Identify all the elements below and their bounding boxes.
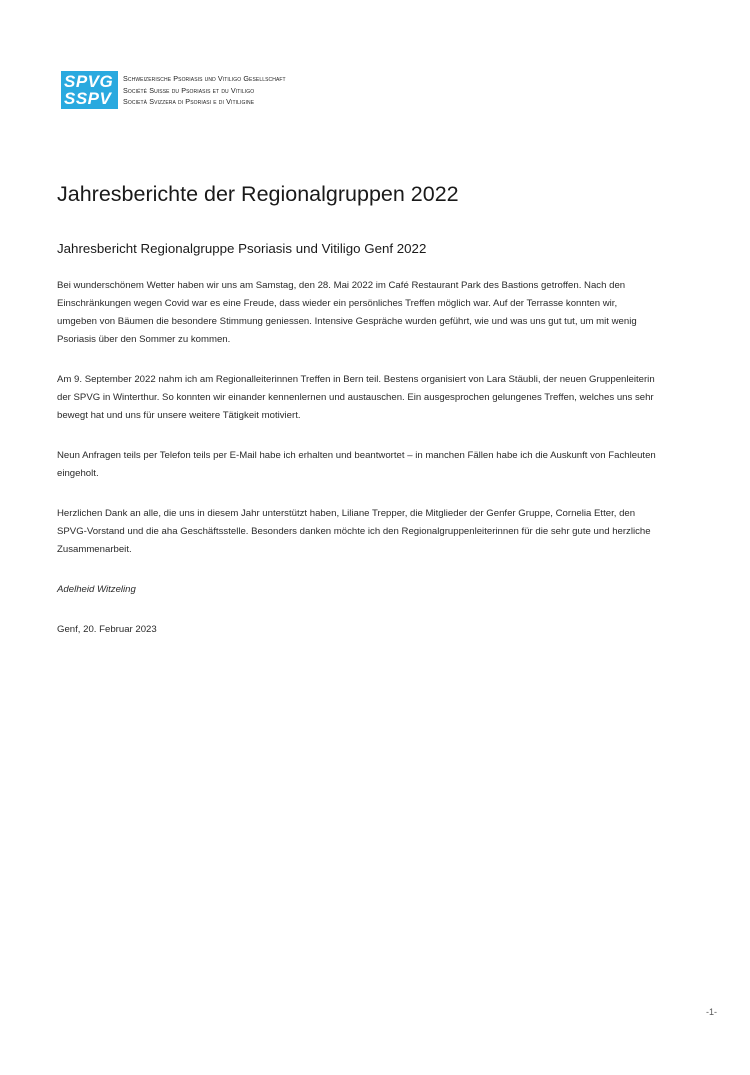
org-name-it: Società Svizzera di Psoriasi e di Vitiligine — [123, 97, 255, 106]
logo-line-spvg: SPVG — [64, 72, 114, 91]
paragraph-inquiries: Neun Anfragen teils per Telefon teils per E-Mail habe ich erhalten und beantwortet – in manchen Fällen habe ich die Auskunft von Fachleuten eingeholt. — [57, 450, 656, 479]
paragraph-meeting-may: Bei wunderschönem Wetter haben wir uns am Samstag, den 28. Mai 2022 im Café Restaurant Park des Bastions getroffen. Nach den Einschränkungen wegen Covid war es eine Freude, dass wieder ein persönliches Treffen möglich war. Auf der Terrasse konnten wir, umgeben von Bäumen die besondere Stimmung geniessen. Intensive Gespräche wurden geführt, wie und was uns gut tut, um mit wenig Psoriasis über den Sommer zu kommen. — [57, 280, 637, 345]
page-number: -1- — [706, 1007, 717, 1017]
place-date: Genf, 20. Februar 2023 — [57, 624, 157, 635]
signature: Adelheid Witzeling — [57, 584, 136, 595]
org-name-de: Schweizerische Psoriasis und Vitiligo Gesellschaft — [123, 74, 286, 83]
paragraph-thanks: Herzlichen Dank an alle, die uns in diesem Jahr unterstützt haben, Liliane Trepper, die Mitglieder der Genfer Gruppe, Cornelia Etter, den SPVG-Vorstand und die aha Geschäftsstelle. Besonders danken möchte ich den Regionalgruppenleiterinnen für die sehr gute und herzliche Zusammenarbeit. — [57, 508, 651, 555]
logo-line-sspv: SSPV — [64, 89, 112, 108]
document-title: Jahresberichte der Regionalgruppen 2022 — [57, 182, 459, 206]
logo-mark — [61, 71, 118, 109]
report-body — [57, 277, 657, 661]
document-subtitle: Jahresbericht Regionalgruppe Psoriasis und Vitiligo Genf 2022 — [57, 241, 427, 256]
paragraph-meeting-september: Am 9. September 2022 nahm ich am Regionalleiterinnen Treffen in Bern teil. Bestens organisiert von Lara Stäubli, der neuen Gruppenleiterin der SPVG in Winterthur. So konnten wir einander kennenlernen und austauschen. Ein ausgesprochen gelungenes Treffen, welches uns sehr bewegt hat und uns für unsere weitere Tätigkeit motiviert. — [57, 374, 655, 421]
organization-names — [123, 73, 286, 108]
org-name-fr: Société Suisse du Psoriasis et du Vitiligo — [123, 85, 255, 95]
organization-logo — [61, 71, 331, 111]
